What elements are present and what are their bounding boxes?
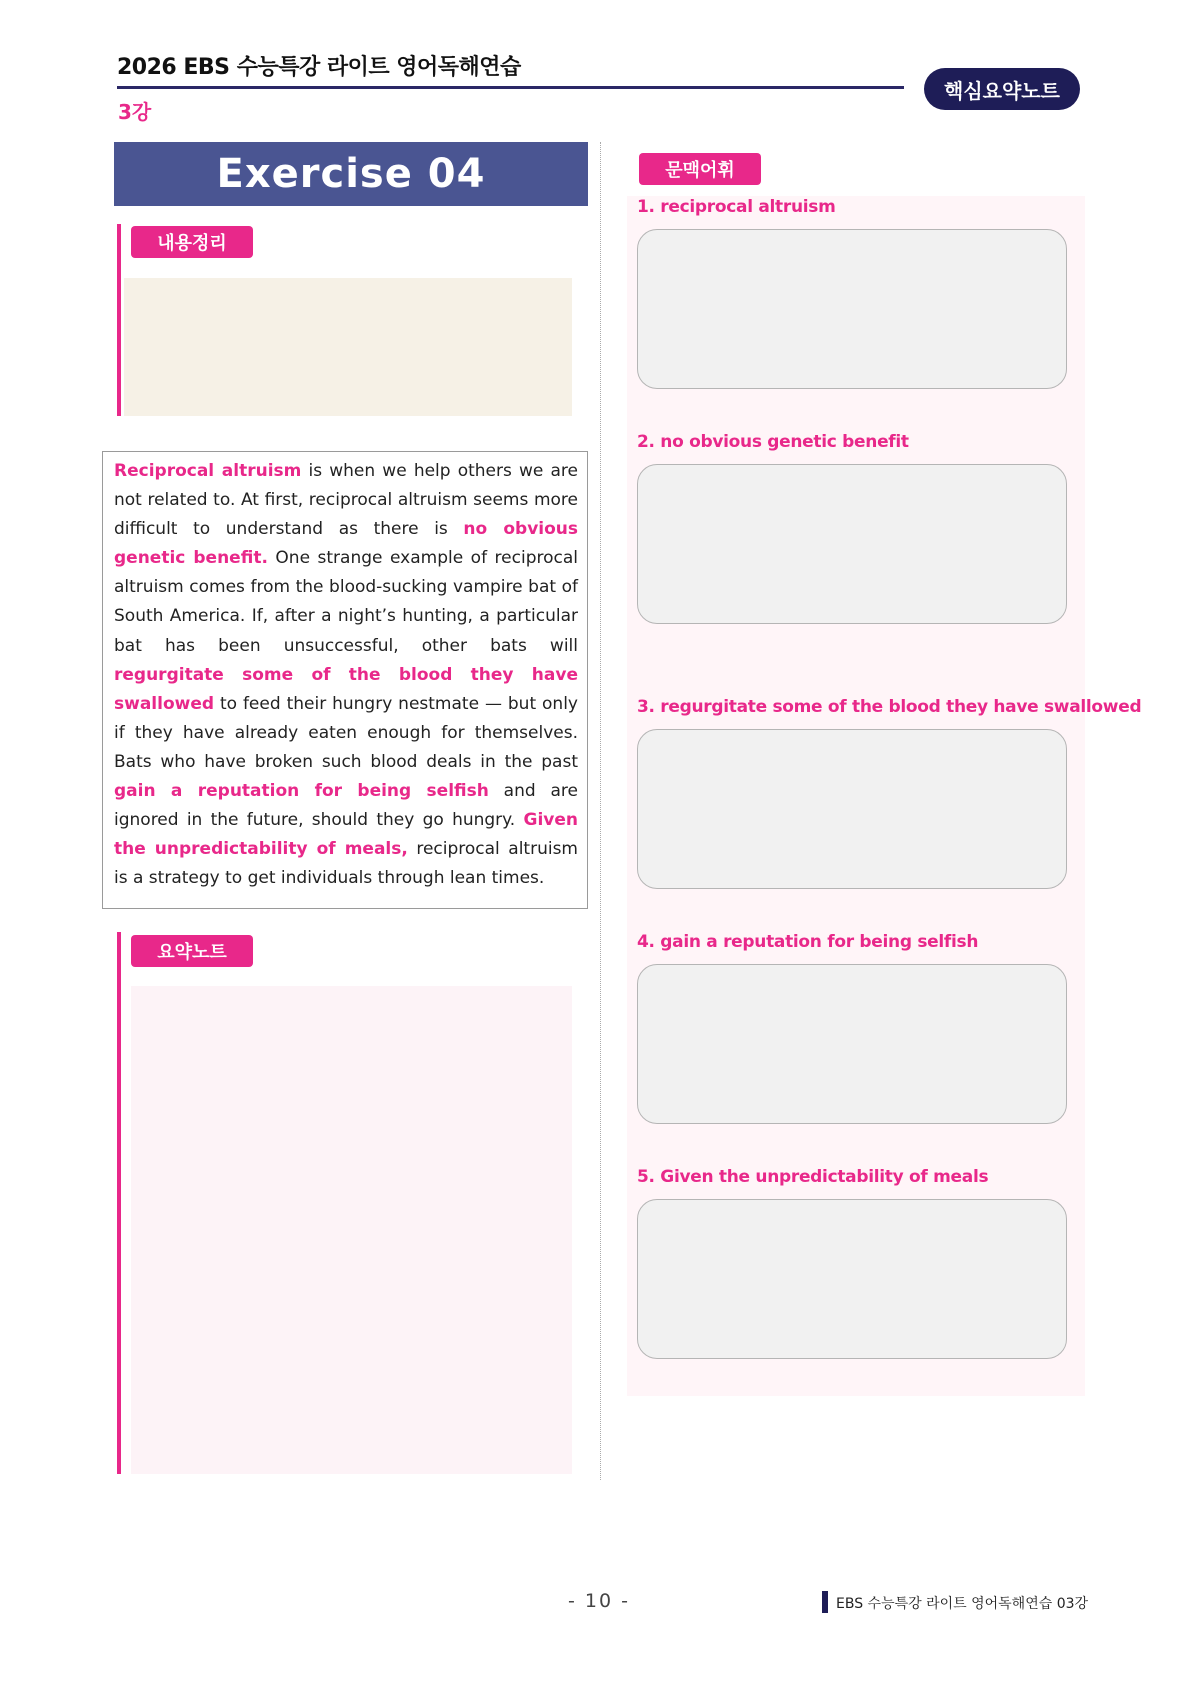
- page-number: - 10 -: [568, 1590, 630, 1612]
- vocab-item-label: 1. reciprocal altruism: [637, 197, 836, 217]
- vocab-item-label: 5. Given the unpredictability of meals: [637, 1167, 989, 1187]
- passage-segment: regurgitate some of the blood they have swallowed: [114, 664, 578, 714]
- column-divider: [600, 142, 601, 1480]
- passage-segment: and are ignored in the future, should they go hungry.: [114, 781, 578, 831]
- vocab-answer-box: [637, 729, 1067, 889]
- passage-segment: reciprocal altruism is a strategy to get individuals through lean times.: [114, 839, 578, 889]
- passage-segment: Given the unpredictability of meals,: [114, 810, 578, 860]
- summary-note-box: [131, 986, 572, 1474]
- passage-segment: gain a reputation for being selfish: [114, 781, 489, 802]
- exercise-title: Exercise 04: [114, 142, 588, 206]
- vocab-answer-box: [637, 1199, 1067, 1359]
- content-summary-accent-bar: [117, 224, 121, 416]
- vocab-answer-box: [637, 464, 1067, 624]
- section-badge: 핵심요약노트: [924, 68, 1080, 110]
- summary-note-accent-bar: [117, 932, 121, 1474]
- vocab-item-label: 2. no obvious genetic benefit: [637, 432, 909, 452]
- lesson-number: 3강: [118, 100, 152, 124]
- header-divider: [117, 86, 904, 89]
- book-title: 2026 EBS 수능특강 라이트 영어독해연습: [117, 55, 521, 80]
- passage-segment: to feed their hungry nestmate — but only if they have already eaten enough for themselves. Bats who have broken such blood deals in the past: [114, 693, 578, 772]
- vocab-answer-box: [637, 964, 1067, 1124]
- passage-segment: One strange example of reciprocal altruism comes from the blood-sucking vampire bat of South America. If, after a night’s hunting, a particular bat has been unsuccessful, other bats will: [114, 548, 578, 656]
- passage-text: [114, 457, 578, 893]
- vocab-item-label: 4. gain a reputation for being selfish: [637, 932, 979, 952]
- footer-text: EBS 수능특강 라이트 영어독해연습 03강: [836, 1596, 1089, 1612]
- passage-segment: is when we help others we are not related to. At first, reciprocal altruism seems more difficult to understand as there is: [114, 461, 578, 540]
- vocab-label: 문맥어휘: [639, 153, 761, 185]
- content-summary-box: [124, 278, 572, 416]
- footer-accent-bar: [822, 1591, 828, 1613]
- vocab-answer-box: [637, 229, 1067, 389]
- content-summary-label: 내용정리: [131, 226, 253, 258]
- summary-note-label: 요약노트: [131, 935, 253, 967]
- passage-segment: no obvious genetic benefit.: [114, 519, 579, 569]
- passage-segment: Reciprocal altruism: [114, 461, 302, 481]
- vocab-item-label: 3. regurgitate some of the blood they have swallowed: [637, 697, 1142, 717]
